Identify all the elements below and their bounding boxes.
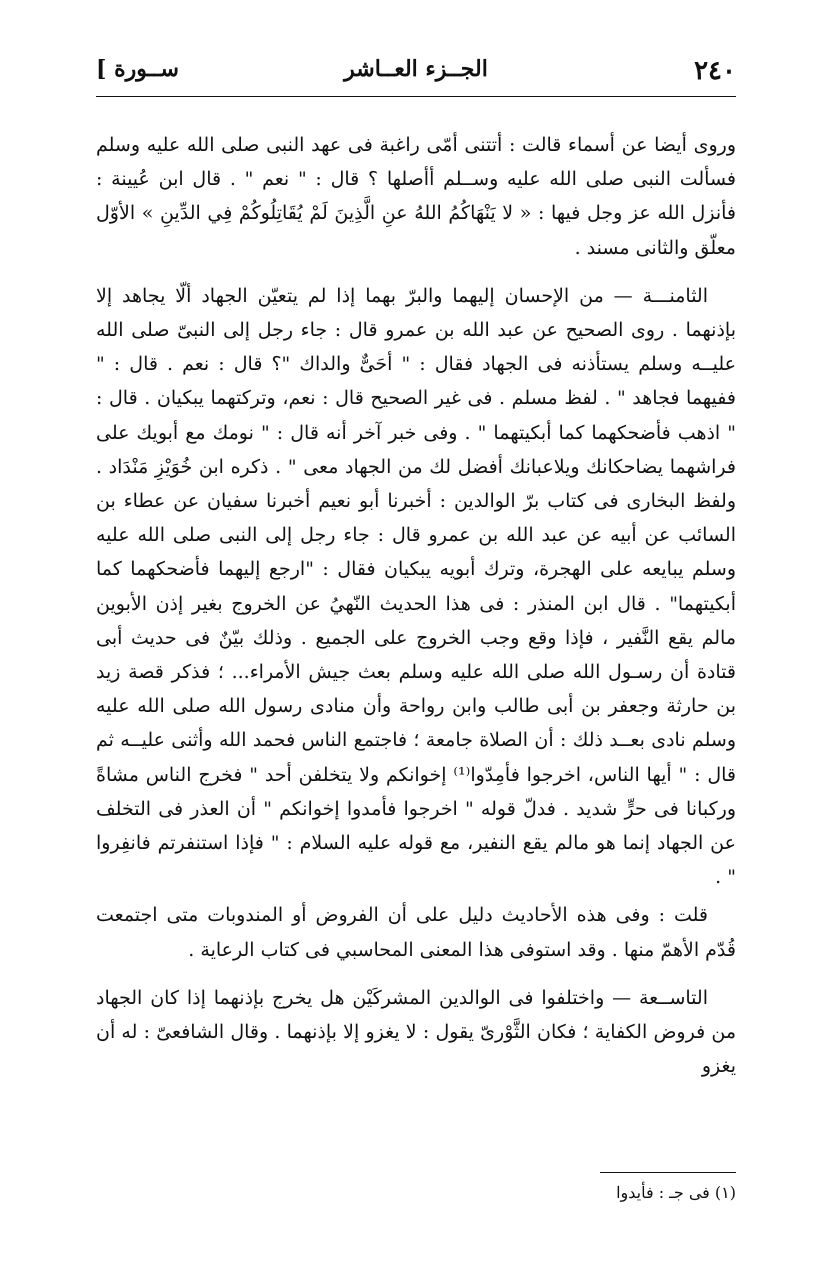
paragraph-eighth: الثامنـــة — من الإحسان إليهما والبرّ بهما إذا لم يتعيّن الجهاد ألّا يجاهد إلا بإذنهما . روى الصحيح عن عبد الله بن عمرو قال : جاء رجل إلى النبىّ صلى الله عليــه وسلم يستأذنه فى الجهاد فقال : " أحَىٌّ والداك "؟ قال : نعم . قال : " ففيهما فجاهد " . لفظ مسلم . فى غير الصحيح قال : نعم، وتركتهما يبكيان . قال : " اذهب فأضحكهما كما أبكيتهما " . وفى خبر آخر أنه قال : " نومك مع أبويك على فراشهما يضاحكانك ويلاعبانك أفضل لك من الجهاد معى " . ذكره ابن خُوَيْزِ مَنْدَاد . ولفظ البخارى فى كتاب برّ الوالدين : أخبرنا أبو نعيم أخبرنا سفيان عن عطاء بن السائب عن أبيه عن عبد الله بن عمرو قال : جاء رجل إلى النبى صلى الله عليه وسلم يبايعه على الهجرة، وترك أبويه يبكيان فقال : "ارجع إليهما فأضحكهما كما أبكيتهما" . قال ابن المنذر : فى هذا الحديث النّهيُ عن الخروج بغير إذن الأبوين مالم يقع النَّفير ، فإذا وقع وجب الخروج على الجميع . وذلك بيّنٌ فى حديث أبى قتادة أن رسـول الله صلى الله عليه وسلم بعث جيش الأمراء... ؛ فذكر قصة زيد بن حارثة وجعفر بن أبى طالب وابن رواحة وأن منادى رسول الله صلى الله عليه وسلم نادى بعــد ذلك : أن الصلاة جامعة ؛ فاجتمع الناس فحمد الله وأثنى عليــه ثم قال : " أيها الناس، اخرجوا فأمِدّوا⁽¹⁾ إخوانكم ولا يتخلفن أحد " فخرج الناس مشاةً وركبانا فى حرٍّ شديد . فدلّ قوله " اخرجوا فأمدوا إخوانكم " أن العذر فى التخلف عن الجهاد إنما هو مالم يقع النفير، مع قوله عليه السلام : " فإذا استنفرتم فانفِروا " . (96, 284, 736, 889)
paragraph-qultu: قلت : وفى هذه الأحاديث دليل على أن الفروض أو المندوبات متى اجتمعت قُدّم الأهمّ منها . وقد استوفى هذا المعنى المحاسبي فى كتاب الرعاية . (96, 904, 736, 961)
surah-label: [ ســورة (96, 56, 179, 82)
header-rule (96, 96, 736, 97)
footnote: (١) فى جـ : فأيدوا (616, 1183, 736, 1202)
running-title: الجــزء العــاشر (344, 56, 488, 82)
footnote-rule (600, 1172, 736, 1173)
paragraph-ninth: التاســعة — واختلفوا فى الوالدين المشركَيْن هل يخرج بإذنهما إذا كان الجهاد من فروض الكفاية ؛ فكان الثَّوْرىّ يقول : لا يغزو إلا بإذنهما . وقال الشافعىّ : له أن يغزو (96, 986, 736, 1078)
page-header (96, 50, 736, 94)
body-text (96, 128, 736, 1083)
paragraph-asma-hadith: وروى أيضا عن أسماء قالت : أتتنى أمّى راغبة فى عهد النبى صلى الله عليه وسلم فسألت النبى صلى الله عليه وســلم أأصلها ؟ قال : " نعم " . قال ابن عُيينة : فأنزل الله عز وجل فيها : « لا يَنْهَاكُمُ اللهُ عنِ الَّذِينَ لَمْ يُقَاتِلُوكُمْ فِي الدِّينِ » الأوّل معلّق والثانى مسند . (96, 134, 736, 259)
page-number: ٢٤٠ (694, 56, 736, 86)
